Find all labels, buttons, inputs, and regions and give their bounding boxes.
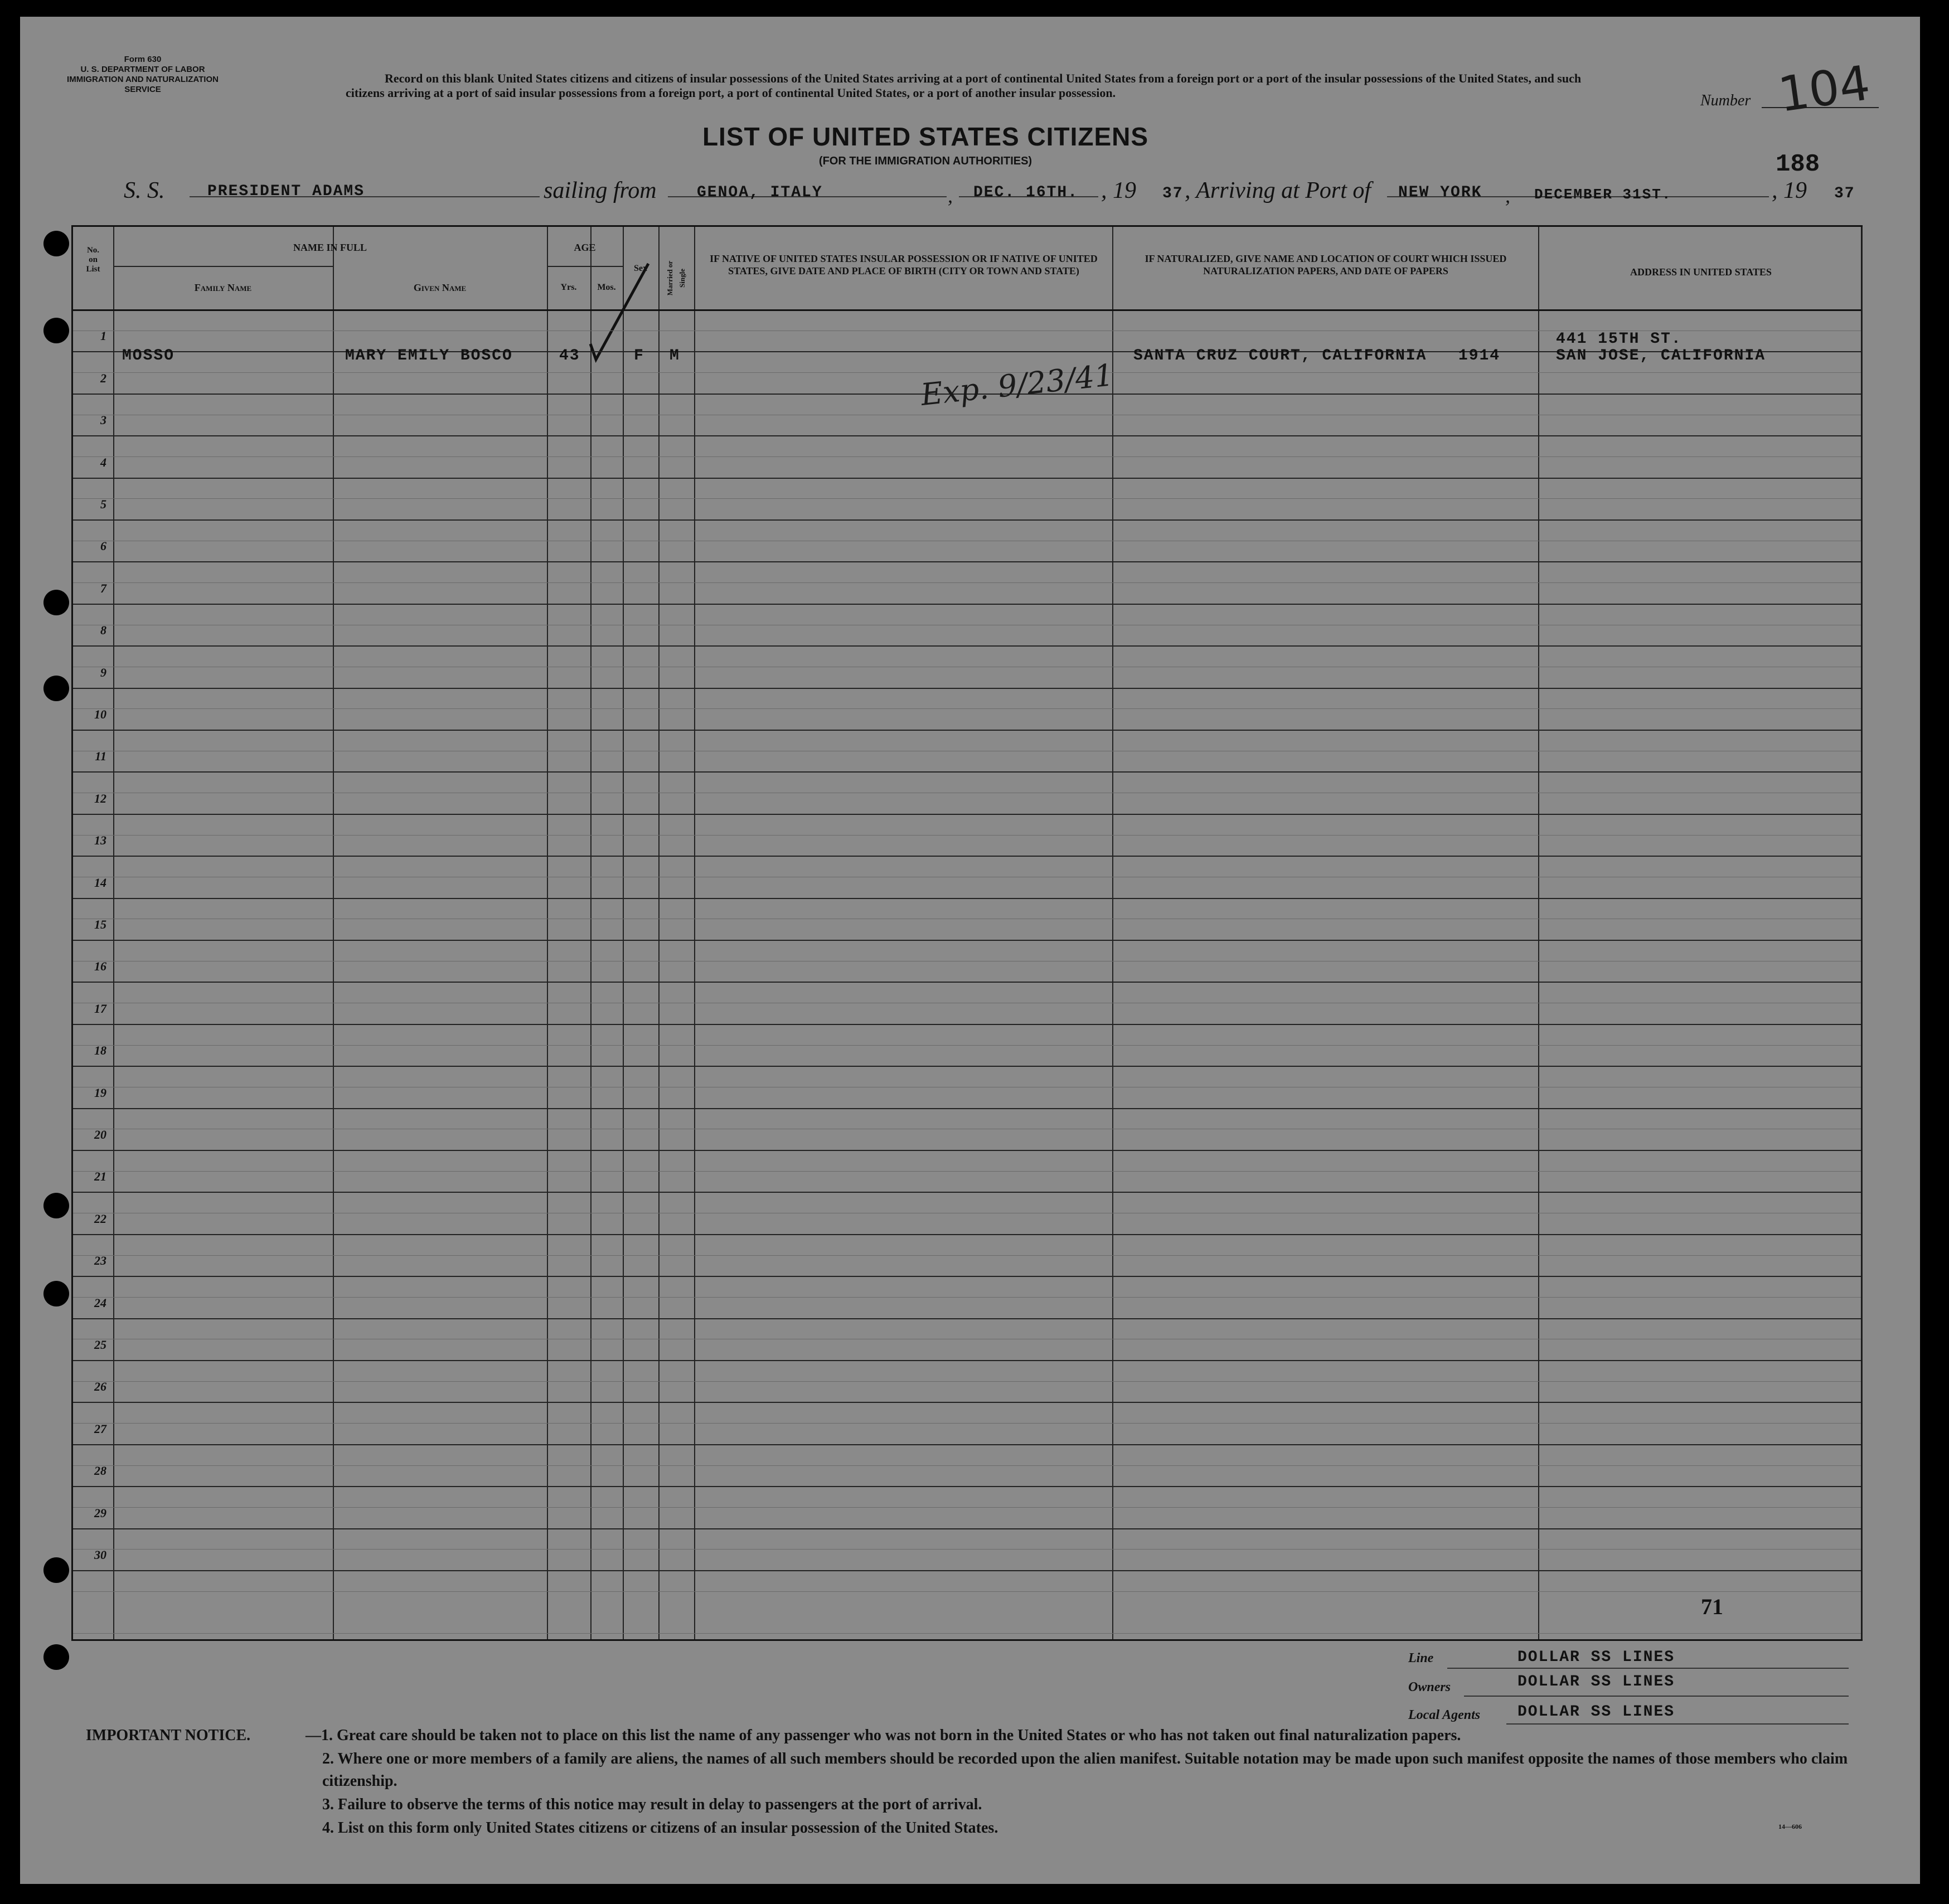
row-number: 3 — [100, 413, 106, 427]
row-number: 20 — [94, 1128, 106, 1142]
row-divider — [73, 1528, 1861, 1529]
binder-hole — [43, 1644, 69, 1670]
row-divider — [73, 814, 1861, 815]
row-divider — [73, 688, 1861, 689]
row-divider — [73, 561, 1861, 562]
line-label: Line — [1408, 1651, 1434, 1665]
header-mos: Mos. — [597, 283, 616, 292]
number-label: Number — [1700, 92, 1751, 109]
date-to: DECEMBER 31ST. — [1534, 186, 1672, 203]
row-number: 22 — [94, 1212, 106, 1226]
row-divider — [73, 982, 1861, 983]
header-naturalized: IF NATURALIZED, GIVE NAME AND LOCATION OF COURT WHICH ISSUED NATURALIZATION PAPERS, AND DATE OF PAPERS — [1145, 253, 1507, 276]
row-divider — [73, 856, 1861, 857]
header-no: No. on List — [86, 246, 100, 274]
binder-hole — [43, 590, 69, 615]
row-divider — [73, 1318, 1861, 1319]
notice-item-4: 4. List on this form only United States citizens or citizens of an insular possession of the United States. — [322, 1819, 998, 1837]
year-to: 37 — [1834, 185, 1855, 202]
address-line-2: SAN JOSE, CALIFORNIA — [1556, 347, 1766, 365]
row-divider — [73, 1276, 1861, 1277]
row-divider — [73, 1234, 1861, 1235]
sex-cell: F — [634, 347, 644, 365]
row-guide-line — [73, 1591, 1861, 1592]
row-number: 28 — [94, 1464, 106, 1478]
row-guide-line — [73, 708, 1861, 709]
row-guide-line — [73, 1507, 1861, 1508]
row-divider — [73, 519, 1861, 521]
header-yrs: Yrs. — [560, 283, 577, 292]
header-native: IF NATIVE OF UNITED STATES INSULAR POSSESSION OR IF NATIVE OF UNITED STATES, GIVE DATE AND PLACE OF BIRTH (CITY OR TOWN AND STATE) — [710, 253, 1098, 276]
row-divider — [73, 1192, 1861, 1193]
row-number: 16 — [94, 959, 106, 973]
row-divider — [73, 771, 1861, 773]
row-divider — [73, 898, 1861, 899]
owners-underline — [1464, 1696, 1849, 1697]
row-number: 15 — [94, 917, 106, 931]
row-number: 6 — [100, 539, 106, 553]
row-number: 7 — [100, 581, 106, 595]
binder-hole — [43, 318, 69, 343]
address-line-1: 441 15TH ST. — [1556, 331, 1682, 348]
header-married: Married or Single — [666, 260, 686, 296]
row-guide-line — [73, 1465, 1861, 1466]
header-family-name: Family Name — [194, 282, 252, 293]
row-number: 14 — [94, 876, 106, 890]
family-name-cell: MOSSO — [122, 347, 175, 365]
row-number: 17 — [94, 1002, 106, 1016]
row-number: 12 — [94, 791, 106, 805]
row-number: 9 — [100, 666, 106, 679]
notice-item-1: —1. Great care should be taken not to place on this list the name of any passenger who was not born in the United States or who has not taken out final naturalization papers. — [306, 1727, 1461, 1744]
naturalization-cell: SANTA CRUZ COURT, CALIFORNIA 1914 — [1133, 347, 1501, 365]
row-number: 8 — [100, 623, 106, 637]
row-divider — [73, 1066, 1861, 1067]
row-number: 26 — [94, 1380, 106, 1393]
row-divider — [73, 1108, 1861, 1109]
row-divider — [73, 940, 1861, 941]
sailing-label: sailing from — [544, 178, 657, 203]
port-to: NEW YORK — [1398, 184, 1482, 201]
row-number: 19 — [94, 1086, 106, 1100]
row-divider — [73, 435, 1861, 436]
given-name-cell: MARY EMILY BOSCO — [345, 347, 513, 365]
header-given-name: Given Name — [413, 282, 467, 293]
handwritten-annotation: Exp. 9/23/41 — [919, 357, 1116, 412]
row-number: 11 — [95, 749, 106, 763]
row-number: 27 — [94, 1422, 106, 1436]
header-sex: Sex — [634, 264, 647, 273]
form-identifier: Form 630 U. S. DEPARTMENT OF LABOR IMMIGRATION AND NATURALIZATION SERVICE — [67, 55, 219, 94]
agents-value: DOLLAR SS LINES — [1517, 1703, 1675, 1721]
row-number: 24 — [94, 1296, 106, 1310]
row-guide-line — [73, 1255, 1861, 1256]
page-subtitle: (FOR THE IMMIGRATION AUTHORITIES) — [818, 155, 1032, 167]
row-number: 29 — [94, 1506, 106, 1520]
row-number: 1 — [100, 329, 106, 343]
row-divider — [73, 1024, 1861, 1025]
row-divider — [73, 1360, 1861, 1361]
row-divider — [73, 1570, 1861, 1571]
row-divider — [73, 1486, 1861, 1487]
row-divider — [73, 1444, 1861, 1445]
row-guide-line — [73, 1045, 1861, 1046]
row-number: 10 — [94, 707, 106, 721]
row-guide-line — [73, 1423, 1861, 1424]
binder-hole — [43, 1281, 69, 1306]
date-from: DEC. 16TH. — [973, 184, 1079, 201]
port-from: GENOA, ITALY — [697, 184, 823, 201]
row-divider — [73, 478, 1861, 479]
year-prefix: , 19 — [1101, 178, 1136, 203]
owners-label: Owners — [1408, 1680, 1451, 1694]
row-divider — [73, 730, 1861, 731]
line-value: DOLLAR SS LINES — [1517, 1649, 1675, 1666]
row-number: 21 — [94, 1169, 106, 1183]
row-guide-line — [73, 498, 1861, 499]
arriving-label: , Arriving at Port of — [1185, 178, 1371, 203]
row-number: 13 — [94, 833, 106, 847]
ship-name: PRESIDENT ADAMS — [207, 183, 365, 200]
row-number: 2 — [100, 371, 106, 385]
header-age: AGE — [574, 242, 596, 253]
married-cell: M — [670, 347, 680, 365]
row-divider — [73, 604, 1861, 605]
binder-hole — [43, 231, 69, 256]
row-number: 4 — [100, 455, 106, 469]
row-divider — [73, 645, 1861, 647]
row-guide-line — [73, 1297, 1861, 1298]
print-code: 14—606 — [1778, 1823, 1802, 1830]
agents-label: Local Agents — [1408, 1708, 1481, 1722]
row-guide-line — [73, 1171, 1861, 1172]
row-number: 23 — [94, 1254, 106, 1267]
row-guide-line — [73, 456, 1861, 457]
row-number: 5 — [100, 497, 106, 511]
owners-value: DOLLAR SS LINES — [1517, 1673, 1675, 1691]
row-guide-line — [73, 1549, 1861, 1550]
header-address: ADDRESS IN UNITED STATES — [1630, 266, 1772, 278]
name-divider — [113, 266, 333, 267]
binder-hole — [43, 1193, 69, 1218]
line-underline — [1447, 1668, 1849, 1669]
row-divider — [73, 1402, 1861, 1403]
stamp-number: 188 — [1776, 150, 1820, 178]
binder-hole — [43, 1557, 69, 1583]
notice-item-2: 2. Where one or more members of a family are aliens, the names of all such members should be recorded upon the alien manifest. Suitable notation may be made upon such manifest opposite the names of those members who claim citizenship. — [322, 1750, 1848, 1790]
row-guide-line — [73, 1381, 1861, 1382]
row-guide-line — [73, 582, 1861, 583]
record-instructions: Record on this blank United States citizens and citizens of insular possessions of the United States arriving at a port of continental United States from a foreign port or a port of the insular possessions of the United States, and such citizens arriving at a port of said insular possessions from a foreign port, a port of continental United States, or a port of another insular possession. — [346, 71, 1582, 100]
ss-label: S. S. — [124, 178, 165, 203]
year-prefix-arrival: , 19 — [1772, 178, 1807, 203]
binder-hole — [43, 676, 69, 701]
row-divider — [73, 1150, 1861, 1151]
row-guide-line — [73, 1633, 1861, 1634]
page-count: 71 — [1701, 1594, 1723, 1619]
passenger-table — [71, 225, 1863, 1641]
list-number: 104 — [1775, 55, 1874, 123]
notice-title: IMPORTANT NOTICE. — [86, 1727, 251, 1744]
row-guide-line — [73, 835, 1861, 836]
notice-item-3: 3. Failure to observe the terms of this notice may result in delay to passengers at the port of arrival. — [322, 1796, 982, 1813]
year-from: 37 — [1162, 185, 1184, 202]
page-title: LIST OF UNITED STATES CITIZENS — [702, 122, 1149, 151]
row-number: 25 — [94, 1338, 106, 1352]
header-name-in-full: NAME IN FULL — [293, 242, 367, 253]
row-number: 30 — [94, 1548, 106, 1562]
row-number: 18 — [94, 1043, 106, 1057]
age-years-cell: 43 — [559, 347, 580, 365]
